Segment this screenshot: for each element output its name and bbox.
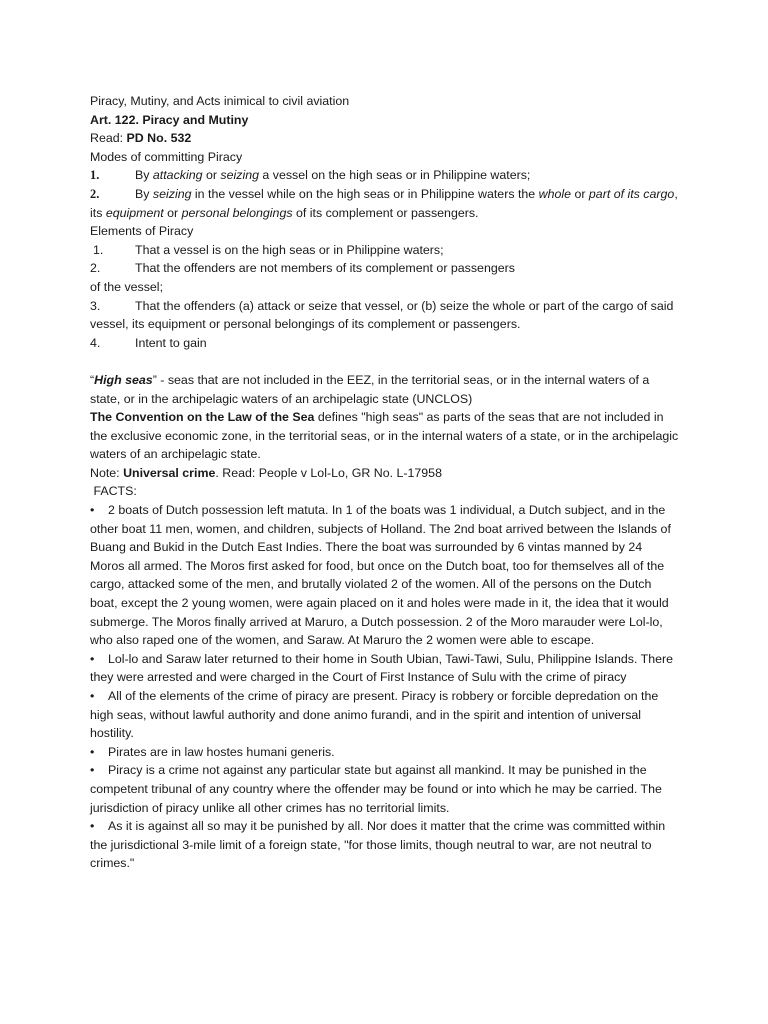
fact-text: As it is against all so may it be punished by all. Nor does it matter that the crime was committed within the jurisdictional 3-mile limit of a foreign state, "for those limits, though neutral to war, are not neutral to crimes." <box>90 819 666 871</box>
fact-text: All of the elements of the crime of piracy are present. Piracy is robbery or forcible depredation on the high seas, without lawful authority and done animo furandi, and in the spirit and intention of universal hostility. <box>90 689 659 741</box>
bullet-glyph: • <box>90 689 95 703</box>
note-line: Note: Universal crime. Read: People v Lol-Lo, GR No. L-17958 <box>90 465 442 480</box>
element-item-2-continued: of the vessel; <box>90 279 164 294</box>
element-item-3 <box>90 297 680 334</box>
fact-text: Pirates are in law hostes humani generis. <box>108 744 335 759</box>
element-number: 1. <box>93 242 104 257</box>
facts-label: FACTS: <box>90 484 137 499</box>
element-number: 2. <box>90 261 101 276</box>
bullet-glyph: • <box>90 763 95 778</box>
convention-paragraph: The Convention on the Law of the Sea defines "high seas" as parts of the seas that are not included in the exclusive economic zone, in the territorial seas, or in the internal waters of a state, or in the archipelagic waters of an archipelagic state. <box>90 410 679 462</box>
element-text: That the offenders (a) attack or seize that vessel, or (b) seize the whole or part of the cargo of said vessel, its equipment or personal belongings of its complement or passengers. <box>90 298 674 332</box>
mode-item-2: 2. By seizing in the vessel while on the high seas or in Philippine waters the whole or part of its cargo, its equipment or personal belongings of its complement or passengers. <box>90 186 678 220</box>
note-bold: Universal crime <box>123 465 216 480</box>
element-item-2 <box>90 259 680 278</box>
fact-bullet-6 <box>90 817 680 873</box>
fact-bullet-3 <box>90 687 680 743</box>
read-line <box>90 129 680 148</box>
fact-bullet-1 <box>90 501 680 650</box>
element-text: Intent to gain <box>135 335 207 350</box>
fact-bullet-5 <box>90 761 680 817</box>
bullet-glyph: • <box>90 744 95 759</box>
modes-title: Modes of committing Piracy <box>90 149 243 164</box>
convention-name: The Convention on the Law of the Sea <box>90 410 315 425</box>
read-reference: PD No. 532 <box>126 131 192 146</box>
element-item-4 <box>90 334 680 353</box>
element-item-1 <box>90 241 680 260</box>
mode-number: 2. <box>90 186 100 201</box>
fact-text: Piracy is a crime not against any particular state but against all mankind. It may be punished in the competent tribunal of any country where the offender may be found or into which he may be carried. The jurisdiction of piracy unlike all other crimes has no territorial limits. <box>90 763 662 815</box>
fact-bullet-2 <box>90 650 680 687</box>
bullet-glyph: • <box>90 651 95 666</box>
element-number: 4. <box>90 335 101 350</box>
bullet-glyph: • <box>90 819 95 834</box>
fact-text: Lol-lo and Saraw later returned to their home in South Ubian, Tawi-Tawi, Sulu, Philippine Islands. There they were arrested and were charged in the Court of First Instance of Sulu with the crime of piracy <box>90 651 673 685</box>
element-text: That the offenders are not members of its complement or passengers <box>135 261 515 276</box>
document-body <box>90 92 680 873</box>
article-title-text: Art. 122. Piracy and Mutiny <box>90 112 249 127</box>
elements-title: Elements of Piracy <box>90 224 194 239</box>
fact-bullet-4 <box>90 743 680 762</box>
high-seas-term: High seas <box>94 372 153 387</box>
mode-item-1: 1. By attacking or seizing a vessel on the high seas or in Philippine waters; <box>90 166 680 185</box>
bullet-glyph: • <box>90 503 95 518</box>
blank-line <box>90 352 680 371</box>
mode-number: 1. <box>90 168 100 183</box>
article-title <box>90 111 680 130</box>
high-seas-definition: “High seas” - seas that are not included in the EEZ, in the territorial seas, or in the internal waters of a state, or in the archipelagic waters of an archipelagic state (UNCLOS) <box>90 372 650 406</box>
fact-text: 2 boats of Dutch possession left matuta. In 1 of the boats was 1 individual, a Dutch subject, and in the other boat 11 men, women, and children, subjects of Holland. The 2nd boat arrived between the Islands of Buang and Bukid in the Dutch East Indies. There the boat was surrounded by 6 vintas manned by 24 Moros all armed. The Moros first asked for food, but once on the Dutch boat, too for themselves all of the cargo, attacked some of the men, and brutally violated 2 of the women. All of the persons on the Dutch boat, except the 2 young women, were again placed on it and holes were made in it, the idea that it would submerge. The Moros finally arrived at Maruro, a Dutch possession. 2 of the Moro marauder were Lol-lo, who also raped one of the women, and Saraw. At Maruro the 2 women were able to escape. <box>90 503 671 648</box>
element-text: That a vessel is on the high seas or in Philippine waters; <box>135 242 444 257</box>
page-heading: Piracy, Mutiny, and Acts inimical to civil aviation <box>90 94 350 108</box>
element-number: 3. <box>90 298 101 313</box>
read-label: Read: <box>90 131 127 146</box>
